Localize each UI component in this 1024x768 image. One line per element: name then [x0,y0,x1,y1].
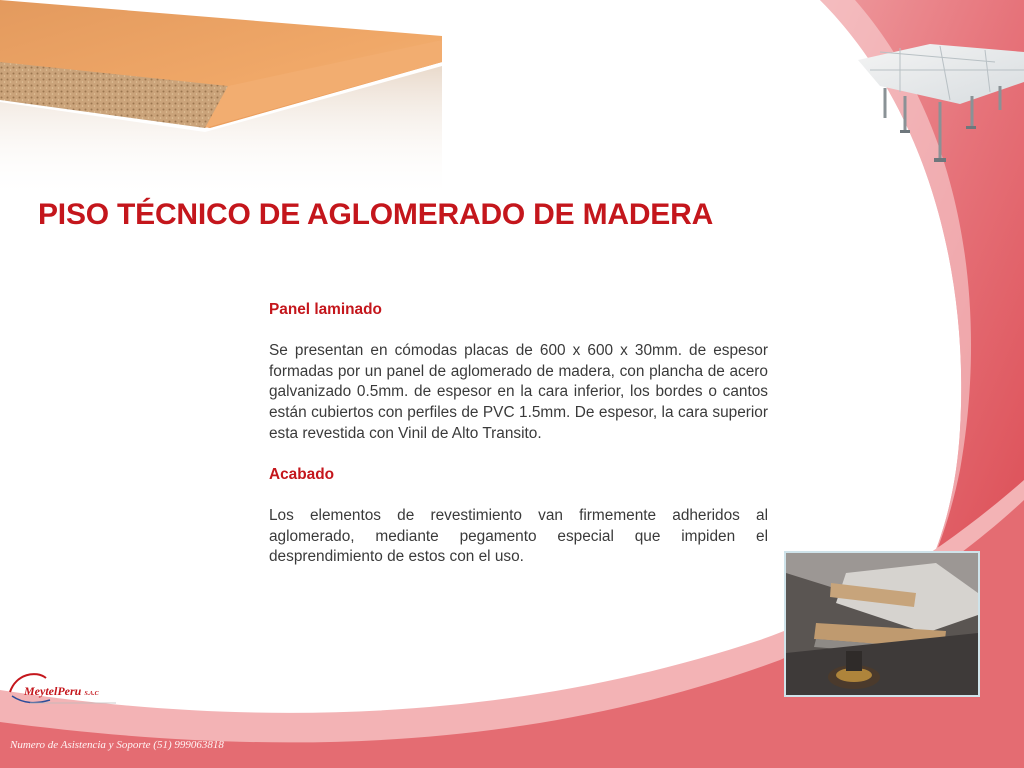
section-heading-panel-laminado: Panel laminado [269,301,382,318]
wood-panel-image [0,0,442,200]
content-block [269,300,768,588]
section-body-panel-laminado: Se presentan en cómodas placas de 600 x 600 x 30mm. de espesor formadas por un panel de aglomerado de madera, con plancha de acero galvanizado 0.5mm. de espesor en la cara inferior, los bordes o cantos están cubiertos con perfiles de PVC 1.5mm. De espesor, la cara superior esta revestida con Vinil de Alto Transito. [269,342,768,442]
footer-support-number: Numero de Asistencia y Soporte (51) 999063818 [10,739,224,751]
section-body-acabado: Los elementos de revestimiento van firmemente adheridos al aglomerado, mediante pegamento especial que impiden el desprendimiento de estos con el uso. [269,506,768,566]
slide-title: PISO TÉCNICO DE AGLOMERADO DE MADERA [38,198,714,231]
section-heading-acabado: Acabado [269,465,334,483]
panel-corner-photo [784,551,980,697]
logo-name: MeytelPeru S.A.C [24,684,99,698]
